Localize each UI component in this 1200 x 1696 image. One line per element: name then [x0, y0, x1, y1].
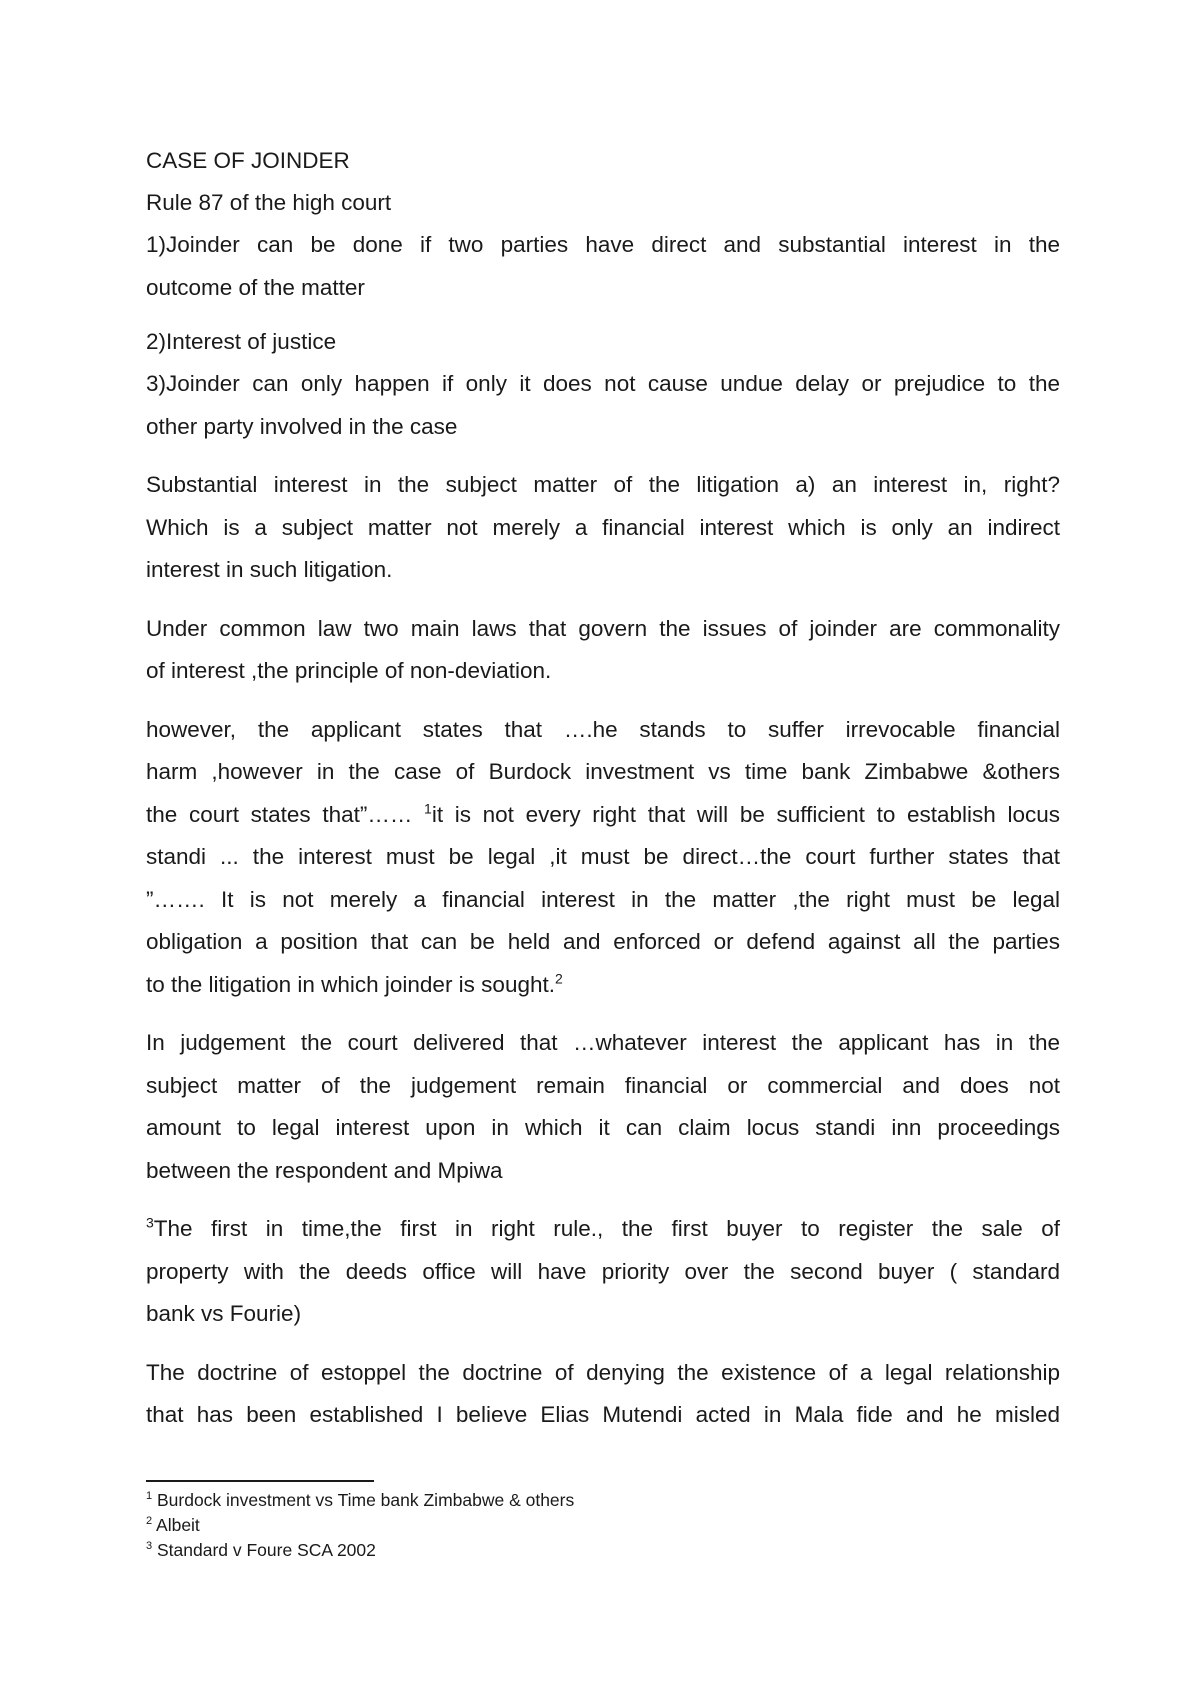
text-line: subject matter of the judgement remain financial or commercial and does not	[146, 1072, 1060, 1098]
text-line	[146, 964, 1060, 1007]
text-line: of interest ,the principle of non-deviation.	[146, 658, 552, 683]
text-line: property with the deeds office will have priority over the second buyer ( standard	[146, 1258, 1060, 1284]
footnote-number: 1	[146, 1490, 153, 1503]
paragraph-judgement	[146, 1022, 1060, 1192]
footnote-ref-3[interactable]: 3	[146, 1214, 154, 1231]
footnote-number: 2	[146, 1515, 153, 1528]
text-line: however, the applicant states that ….he stands to suffer irrevocable financial	[146, 716, 1060, 742]
text-fragment: The first in time,the first in right rule., the first buyer to register the sale of	[153, 1216, 1060, 1241]
document-title: CASE OF JOINDER	[146, 148, 350, 173]
paragraph-point-3	[146, 363, 1060, 448]
footnote-item	[146, 1488, 574, 1513]
paragraph-estoppel	[146, 1352, 1060, 1437]
footnote-ref-1[interactable]: 1	[424, 800, 432, 816]
text-line: outcome of the matter	[146, 274, 365, 300]
text-line: 1)Joinder can be done if two parties have direct and substantial interest in the	[146, 232, 1060, 257]
document-body	[146, 140, 1060, 1437]
paragraph-point-1	[146, 224, 1060, 309]
text-line: harm ,however in the case of Burdock investment vs time bank Zimbabwe &others	[146, 759, 1060, 784]
text-line: interest in such litigation.	[146, 557, 393, 582]
footnote-text: Standard v Foure SCA 2002	[152, 1540, 376, 1560]
text-line: Which is a subject matter not merely a financial interest which is only an indirect	[146, 514, 1060, 540]
text-fragment: to the litigation in which joinder is sought.	[146, 971, 555, 997]
rule-reference: Rule 87 of the high court	[146, 190, 392, 215]
text-line: between the respondent and Mpiwa	[146, 1157, 503, 1183]
footnotes	[146, 1488, 574, 1563]
paragraph-substantial-interest	[146, 464, 1060, 592]
footnote-text: Albeit	[152, 1515, 200, 1535]
text-line: Under common law two main laws that govern the issues of joinder are commonality	[146, 615, 1060, 641]
text-fragment: it is not every right that will be sufficient to establish locus	[431, 801, 1060, 827]
paragraph-point-2: 2)Interest of justice	[146, 329, 337, 354]
text-line: 3)Joinder can only happen if only it does not cause undue delay or prejudice to the	[146, 371, 1060, 396]
text-line: obligation a position that can be held and enforced or defend against all the parties	[146, 929, 1060, 954]
text-line: other party involved in the case	[146, 413, 458, 439]
paragraph-common-law	[146, 608, 1060, 693]
paragraph-burdock-case	[146, 709, 1060, 1007]
footnote-separator	[146, 1480, 374, 1482]
text-line: The doctrine of estoppel the doctrine of denying the existence of a legal relationship	[146, 1359, 1060, 1385]
text-line: standi ... the interest must be legal ,it must be direct…the court further states that	[146, 844, 1060, 869]
footnote-ref-2[interactable]: 2	[555, 970, 563, 986]
text-fragment: the court states that”……	[146, 801, 413, 827]
footnote-item	[146, 1538, 574, 1563]
text-line: ”……. It is not merely a financial interest in the matter ,the right must be legal	[146, 886, 1060, 912]
text-line	[146, 1208, 1060, 1251]
text-line: amount to legal interest upon in which it can claim locus standi inn proceedings	[146, 1115, 1060, 1140]
text-line: Substantial interest in the subject matter of the litigation a) an interest in, right?	[146, 472, 1060, 497]
paragraph-first-in-time	[146, 1208, 1060, 1336]
text-line	[146, 794, 1060, 837]
footnote-number: 3	[146, 1540, 153, 1553]
footnote-item	[146, 1513, 574, 1538]
text-line: bank vs Fourie)	[146, 1301, 302, 1326]
footnote-text: Burdock investment vs Time bank Zimbabwe & others	[152, 1490, 575, 1510]
text-line: In judgement the court delivered that …whatever interest the applicant has in the	[146, 1030, 1060, 1055]
text-line: that has been established I believe Elias Mutendi acted in Mala fide and he misled	[146, 1402, 1060, 1427]
